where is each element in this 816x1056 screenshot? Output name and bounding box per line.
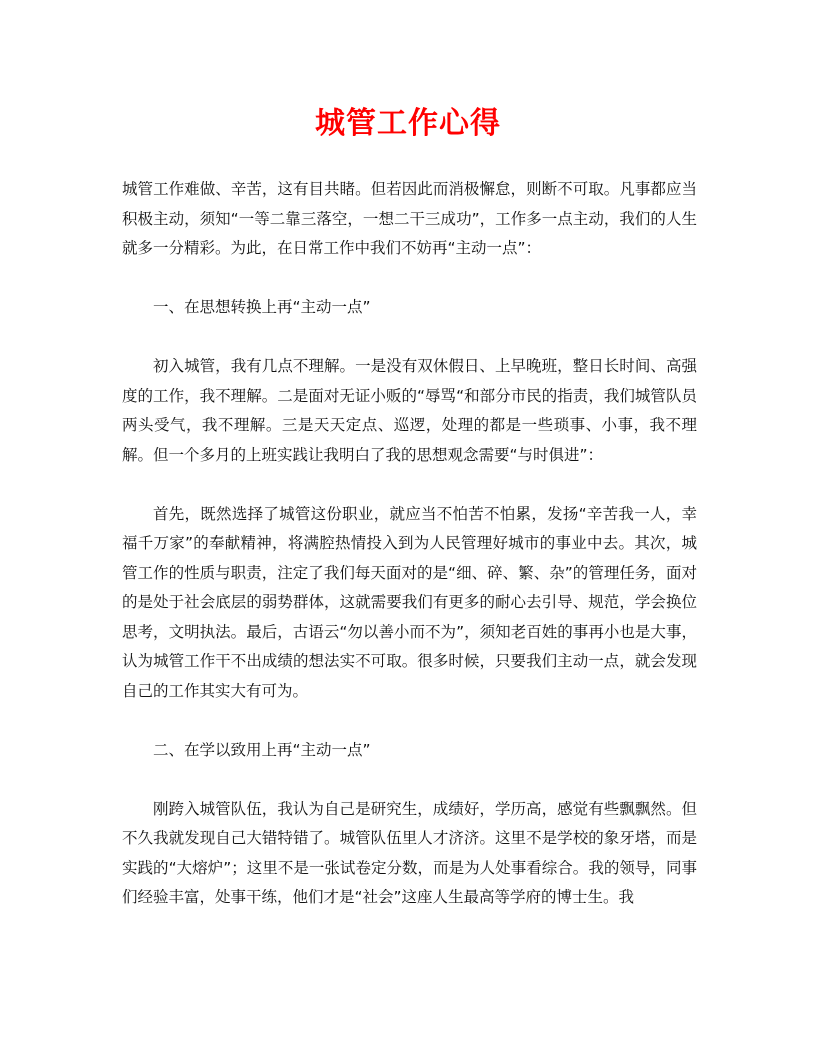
section-heading-2: 二、在学以致用上再“主动一点” bbox=[153, 740, 371, 759]
intro-paragraph: 城管工作难做、辛苦，这有目共睹。但若因此而消极懈怠，则断不可取。凡事都应当积极主动，须知“一等二靠三落空，一想二干三成功”，工作多一点主动，我们的人生就多一分精彩。为此，在日常工作中我们不妨再“主动一点”： bbox=[122, 180, 697, 257]
body-paragraph: 刚跨入城管队伍，我认为自己是研究生，成绩好，学历高，感觉有些飘飘然。但不久我就发现自己大错特错了。城管队伍里人才济济。这里不是学校的象牙塔，而是实践的“大熔炉”；这里不是一张试卷定分数，而是为人处事看综合。我的领导，同事们经验丰富，处事干练，他们才是“社会”这座人生最高等学府的博士生。我 bbox=[122, 799, 697, 906]
document-title: 城管工作心得 bbox=[315, 106, 501, 141]
document-body bbox=[122, 175, 697, 942]
body-paragraph: 首先，既然选择了城管这份职业，就应当不怕苦不怕累，发扬“辛苦我一人，幸福千万家”的奉献精神，将满腔热情投入到为人民管理好城市的事业中去。其次，城管工作的性质与职责，注定了我们每天面对的是“细、碎、繁、杂”的管理任务，面对的是处于社会底层的弱势群体，这就需要我们有更多的耐心去引导、规范，学会换位思考，文明执法。最后，古语云“勿以善小而不为”，须知老百姓的事再小也是大事，认为城管工作干不出成绩的想法实不可取。很多时候，只要我们主动一点，就会发现自己的工作其实大有可为。 bbox=[122, 504, 697, 700]
section-heading-1: 一、在思想转换上再“主动一点” bbox=[153, 298, 371, 316]
body-paragraph: 初入城管，我有几点不理解。一是没有双休假日、上早晚班，整日长时间、高强度的工作，我不理解。二是面对无证小贩的“辱骂“和部分市民的指责，我们城管队员两头受气，我不理解。三是天天定点、巡逻，处理的都是一些琐事、小事，我不理解。但一个多月的上班实践让我明白了我的思想观念需要“与时俱进”： bbox=[122, 357, 697, 464]
